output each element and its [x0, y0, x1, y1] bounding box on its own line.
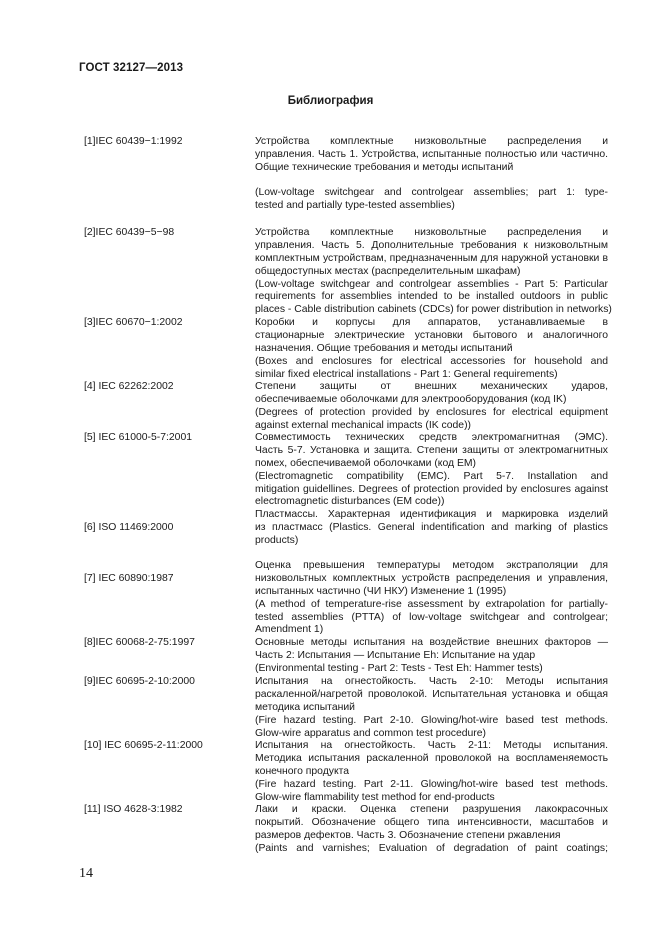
text-line: tested assemblies (PTTA) of low-voltage switchgear and controlgear;: [255, 611, 608, 623]
entry-reference: [6] ISO 11469:2000: [84, 521, 174, 533]
entry-description-en: [255, 187, 608, 213]
entry-description-en: [255, 407, 608, 433]
text-line: комплектным устройствам, предназначенным для наружной установки в: [255, 252, 608, 264]
entry-reference: [4] IEC 62262:2002: [84, 381, 174, 392]
entry-description-en: [255, 779, 608, 805]
text-line: Методика испытания раскаленной проволокой на воспламеняемость: [255, 752, 608, 764]
text-line: помех, обеспечиваемой оболочками (код ЕМ): [255, 457, 476, 469]
entry-description-ru: [255, 317, 608, 356]
text-line: places - Cable distribution cabinets (CDCs) for power distribution in networks): [255, 304, 612, 316]
entry-reference: [10] IEC 60695-2-11:2000: [84, 740, 203, 751]
page-title: Библиография: [287, 95, 374, 107]
text-line: Коробки и корпусы для аппаратов, устанавливаемые в: [255, 317, 608, 328]
text-line: similar fixed electrical installations - Part 1: General requirements): [255, 368, 558, 380]
entry-reference: [3]IEC 60670−1:2002: [84, 317, 183, 328]
text-line: размеров дефектов. Часть 3. Обозначение степени ржавления: [255, 829, 561, 841]
entry-description-en: [255, 599, 608, 638]
entry-description-en: [255, 843, 608, 856]
text-line: Испытания на огнестойкость. Часть 2-11: Методы испытания.: [255, 740, 608, 751]
text-line: Лаки и краски. Оценка степени разрушения лакокрасочных: [255, 804, 608, 815]
text-line: (Paints and varnishes; Evaluation of degradation of paint coatings;: [255, 842, 608, 854]
text-line: испытанных частично (ЧИ НКУ) Изменение 1 (1995): [255, 585, 507, 597]
text-line: (Electromagnetic compatibility (EMC). Part 5-7. Installation and: [255, 470, 608, 482]
text-line: (Degrees of protection provided by enclosures for electrical equipment: [255, 406, 608, 418]
entry-description-ru: [255, 740, 608, 779]
page-number: 14: [79, 866, 93, 881]
text-line: Устройства комплектные низковольтные распределения и: [255, 136, 608, 147]
text-line: управления. Часть 1. Устройства, испытанные полностью или частично.: [255, 148, 608, 160]
entry-reference: [1]IEC 60439−1:1992: [84, 136, 183, 147]
entry-description-ru: [255, 136, 608, 175]
entry-reference: [11] ISO 4628-3:1982: [84, 804, 183, 815]
text-line: покрытий. Обозначение общего типа интенсивности, масштабов и: [255, 816, 608, 828]
text-line: Часть 5-7. Установка и защита. Степени защиты от электромагнитных: [255, 444, 608, 456]
entry-description-ru: [255, 432, 608, 471]
entry-description-ru: [255, 560, 608, 599]
text-line: обеспечиваемые оболочками для электрооборудования (код IK): [255, 393, 567, 405]
text-line: назначения. Общие требования и методы испытаний: [255, 342, 513, 354]
text-line: (Fire hazard testing. Part 2-10. Glowing/hot-wire based test methods.: [255, 714, 608, 726]
text-line: Оценка превышения температуры методом экстраполяции для: [255, 560, 608, 571]
text-line: стационарные электрические установки бытового и аналогичного: [255, 329, 608, 341]
text-line: методика испытаний: [255, 701, 355, 713]
entry-reference: [5] IEC 61000-5-7:2001: [84, 432, 193, 443]
text-line: Устройства комплектные низковольтные распределения и: [255, 227, 608, 238]
text-line: products): [255, 534, 299, 546]
text-line: (A method of temperature-rise assessment by extrapolation for partially-: [255, 598, 608, 610]
entry-description-en: [255, 663, 608, 676]
entry-description-ru: [255, 804, 608, 843]
text-line: Степени защиты от внешних механических ударов,: [255, 381, 608, 392]
text-line: against external mechanical impacts (IK code)): [255, 419, 471, 431]
text-line: Часть 2: Испытания — Испытание Eh: Испытание на удар: [255, 649, 536, 661]
entry-description-ru: [255, 637, 608, 663]
text-line: (Low-voltage switchgear and controlgear assemblies - Part 5: Particular: [255, 278, 608, 290]
entry-description-en: [255, 278, 612, 318]
entry-description-ru: [255, 509, 608, 548]
text-line: Общие технические требования и методы испытаний: [255, 161, 514, 173]
text-line: Испытания на огнестойкость. Часть 2-10: Методы испытания: [255, 676, 608, 687]
text-line: (Boxes and enclosures for electrical accessories for household and: [255, 355, 608, 367]
text-line: конечного продукта: [255, 765, 350, 777]
text-line: управления. Часть 5. Дополнительные требования к низковольтным: [255, 239, 608, 251]
text-line: Основные методы испытания на воздействие внешних факторов —: [255, 637, 608, 648]
entry-description-en: [255, 715, 608, 741]
text-line: Пластмассы. Характерная идентификация и маркировка изделий: [255, 509, 608, 520]
entry-description-en: [255, 471, 608, 510]
entry-reference: [7] IEC 60890:1987: [84, 572, 174, 584]
entry-description-ru: [255, 676, 608, 715]
text-line: electromagnetic disturbances (EM code)): [255, 496, 445, 508]
entry-reference: [2]IEC 60439−5−98: [84, 227, 175, 238]
text-line: (Fire hazard testing. Part 2-11. Glowing/hot-wire based test methods.: [255, 778, 608, 790]
text-line: общедоступных местах (распределительным шкафам): [255, 265, 521, 277]
text-line: низковольтных комплектных устройств распределения и управления,: [255, 572, 608, 584]
entry-description-en: [255, 356, 608, 382]
entry-description-ru: [255, 227, 608, 279]
entry-description-ru: [255, 381, 608, 407]
text-line: (Environmental testing - Part 2: Tests - Test Eh: Hammer tests): [255, 662, 543, 674]
text-line: Glow-wire flammability test method for end-products: [255, 791, 495, 803]
text-line: Amendment 1): [255, 624, 324, 636]
text-line: requirements for assemblies intended to be installed outdoors in public: [255, 291, 608, 303]
text-line: (Low-voltage switchgear and controlgear assemblies; part 1: type-: [255, 187, 608, 198]
document-header: ГОСТ 32127—2013: [79, 62, 184, 74]
text-line: Совместимость технических средств электромагнитная (ЭМС).: [255, 432, 608, 443]
entry-reference: [9]IEC 60695-2-10:2000: [84, 676, 195, 687]
text-line: раскаленной/нагретой проволокой. Испытательная установка и общая: [255, 688, 608, 700]
entry-reference: [8]IEC 60068-2-75:1997: [84, 637, 195, 648]
text-line: Glow-wire apparatus and common test procedure): [255, 727, 487, 739]
text-line: mitigation guidellines. Degrees of protection provided by enclosures against: [255, 483, 608, 495]
text-line: tested and partially type-tested assemblies): [255, 199, 455, 211]
text-line: из пластмасс (Plastics. General indentification and marking of plastics: [255, 521, 608, 533]
